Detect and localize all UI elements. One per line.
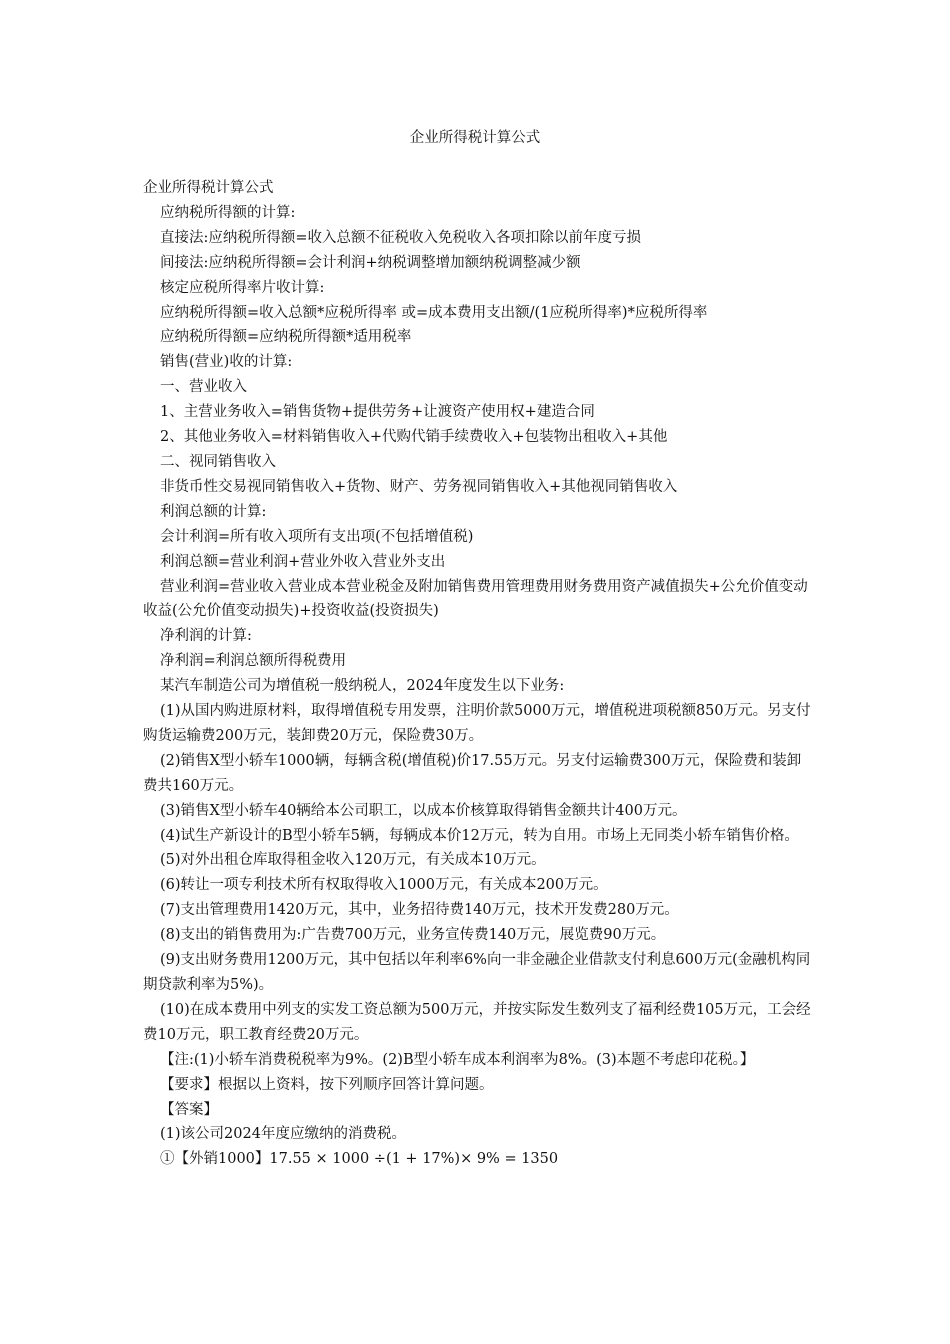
paragraph: (3)销售X型小轿车40辆给本公司职工，以成本价核算取得销售金额共计400万元。 — [160, 802, 687, 819]
document-body — [143, 176, 813, 1172]
paragraph: 核定应税所得率片收计算: — [160, 279, 325, 296]
paragraph: 营业利润=营业收入营业成本营业税金及附加销售费用管理费用财务费用资产减值损失+公允价值变动收益(公允价值变动损失)+投资收益(投资损失) — [143, 578, 808, 620]
paragraph: 某汽车制造公司为增值税一般纳税人，2024年度发生以下业务: — [160, 678, 565, 695]
document-title: 企业所得税计算公式 — [409, 130, 541, 146]
paragraph: 净利润的计算: — [160, 628, 252, 645]
paragraph: (1)从国内购进原材料，取得增值税专用发票，注明价款5000万元，增值税进项税额850万元。另支付购货运输费200万元，装卸费20万元，保险费30万。 — [143, 703, 811, 744]
paragraph: 2、其他业务收入=材料销售收入+代购代销手续费收入+包装物出租收入+其他 — [160, 429, 668, 446]
paragraph-heading: 企业所得税计算公式 — [143, 180, 274, 196]
paragraph: 间接法:应纳税所得额=会计利润+纳税调整增加额纳税调整减少额 — [160, 254, 581, 271]
paragraph: 【答案】 — [160, 1101, 218, 1118]
paragraph: (2)销售X型小轿车1000辆，每辆含税(增值税)价17.55万元。另支付运输费300万元，保险费和装卸费共160万元。 — [143, 752, 802, 794]
paragraph: 会计利润=所有收入项所有支出项(不包括增值税) — [160, 528, 474, 545]
paragraph: (4)试生产新设计的B型小轿车5辆，每辆成本价12万元，转为自用。市场上无同类小轿车销售价格。 — [160, 827, 799, 844]
paragraph: 净利润=利润总额所得税费用 — [160, 653, 347, 670]
paragraph: 二、视同销售收入 — [160, 453, 276, 470]
paragraph: 应纳税所得额=收入总额*应税所得率 或=成本费用支出额/(1应税所得率)*应税所得率 — [160, 304, 708, 321]
paragraph: (8)支出的销售费用为:广告费700万元，业务宣传费140万元，展览费90万元。 — [160, 927, 666, 944]
paragraph: 【注:(1)小轿车消费税税率为9%。(2)B型小轿车成本利润率为8%。(3)本题不考虑印花税。】 — [160, 1051, 755, 1068]
paragraph: 【要求】根据以上资料，按下列顺序回答计算问题。 — [160, 1076, 494, 1093]
paragraph: (7)支出管理费用1420万元，其中，业务招待费140万元，技术开发费280万元。 — [160, 902, 679, 919]
paragraph: 应纳税所得额=应纳税所得额*适用税率 — [160, 329, 412, 346]
paragraph: (10)在成本费用中列支的实发工资总额为500万元，并按实际发生数列支了福利经费105万元，工会经费10万元，职工教育经费20万元。 — [143, 1001, 811, 1043]
paragraph: 利润总额的计算: — [160, 503, 267, 520]
paragraph: 非货币性交易视同销售收入+货物、财产、劳务视同销售收入+其他视同销售收入 — [160, 478, 678, 495]
paragraph: 一、营业收入 — [160, 379, 247, 396]
paragraph: 1、主营业务收入=销售货物+提供劳务+让渡资产使用权+建造合同 — [160, 404, 595, 421]
paragraph: 利润总额=营业利润+营业外收入营业外支出 — [160, 553, 446, 570]
paragraph: 销售(营业)收的计算: — [160, 354, 293, 371]
paragraph: (5)对外出租仓库取得租金收入120万元，有关成本10万元。 — [160, 852, 546, 869]
paragraph: (1)该公司2024年度应缴纳的消费税。 — [160, 1126, 406, 1143]
paragraph: 直接法:应纳税所得额=收入总额不征税收入免税收入各项扣除以前年度亏损 — [160, 229, 642, 246]
paragraph: ①【外销1000】17.55 × 1000 ÷(1 + 17%)× 9% = 1350 — [160, 1151, 559, 1168]
paragraph: (9)支出财务费用1200万元，其中包括以年利率6%向一非金融企业借款支付利息600万元(金融机构同期贷款利率为5%)。 — [143, 952, 811, 993]
paragraph: 应纳税所得额的计算: — [160, 204, 296, 221]
paragraph: (6)转让一项专利技术所有权取得收入1000万元，有关成本200万元。 — [160, 877, 608, 894]
